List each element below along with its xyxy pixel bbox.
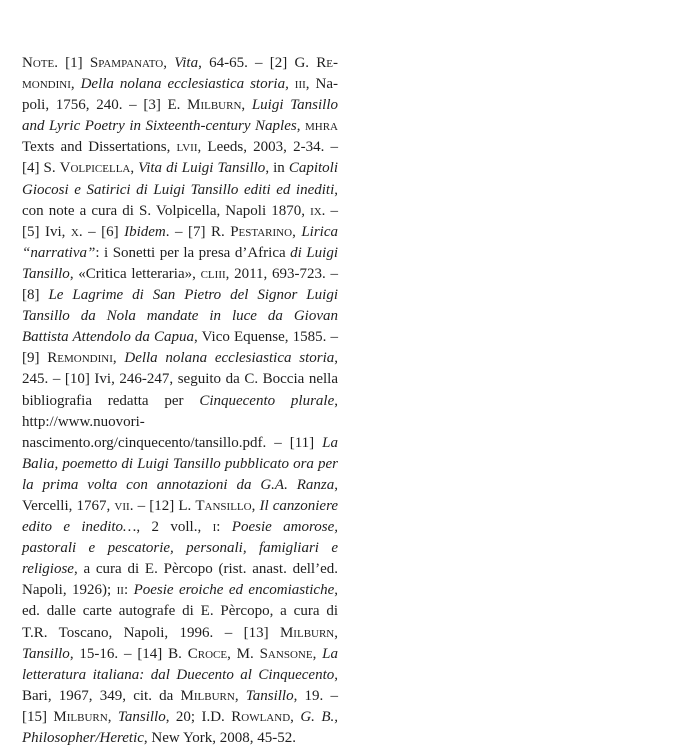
note-text: Texts and Dissertations, [22,139,177,156]
note-text: , [112,350,125,367]
note-text: [1] [57,55,90,71]
note-smallcaps-text: Remondini [47,350,113,367]
note-italic-text: Poesie amorose, pastorali e pescatorie, personali, famigliari e religiose [22,519,339,578]
note-italic-text: La Balia, poemetto di Luigi Tansillo pubblicato ora per la prima volta con annotazioni da G.A. Ranza [22,434,338,493]
note-text: : [123,582,134,599]
note-text: : i Sonetti per la presa d’Africa [95,244,291,261]
note-italic-text: Luigi Tansillo and Lyric Poetry in Sixteenth-century Naples [22,97,338,135]
bibliographic-note [22,53,338,749]
note-text: , 245. – [10] Ivi, 246-247, seguito da C. Boccia nella bibliografia redatta per [22,350,338,409]
note-text: , [241,97,252,114]
note-text: , in [265,160,289,177]
note-smallcaps-text: mhra [305,118,339,135]
note-smallcaps-text: Spampanato [89,55,164,71]
note-italic-text: Della nolana ecclesiastica storia [124,350,335,367]
note-italic-text: Cinquecento plurale [199,392,335,409]
note-smallcaps-text: i [212,519,217,536]
note-text: , 64-65. – [2] G. [198,55,317,71]
note-text: , con note a cura di S. Volpicella, Napoli 1870, [22,181,338,219]
note-italic-text: Poesie eroiche ed encomiastiche [133,582,335,599]
note-italic-text: Capitoli Giocosi e Satirici di Luigi Tansillo editi ed inediti [22,160,338,198]
note-text: , [130,160,139,177]
note-text: . – [12] L. [129,497,196,514]
note-text: , 2011, 693-723. – [8] [22,265,338,304]
note-text: , Vico Equense, 1585. – [9] [22,329,338,367]
note-text: , Napoli, 1756, 240. – [3] E. [22,76,338,114]
note-text: , [163,55,175,71]
note-text: , «Critica letteraria», [69,265,201,282]
note-smallcaps-text: Rowland [231,708,291,725]
note-smallcaps-text: Milburn [187,97,242,114]
note-smallcaps-text: lvii [176,139,198,156]
note-text: , http://www.nuovorinascimento.org/cinquecento/tansillo.pdf. – [11] [22,392,338,451]
note-italic-text: Tansillo [117,708,166,725]
note-text: , Leeds, 2003, 2-34. – [4] S. [22,139,339,177]
note-smallcaps-text: x [70,223,79,240]
note-smallcaps-text: Tansillo [195,497,252,514]
note-italic-text: G. B., Philosopher/Heretic [22,708,339,746]
note-smallcaps-text: Remondini [22,55,338,93]
note-text: , 19. – [15] [22,687,339,725]
note-text: , 2 voll., [136,519,213,536]
note-italic-text: Vita [174,55,199,71]
note-italic-text: Le Lagrime di San Pietro del Signor Luigi Tansillo da Nola mandate in luce da Giovan Battista Attendolo da Capua [22,287,338,346]
note-text: , 15-16. – [14] B. [69,645,188,662]
note-smallcaps-text: Note. [22,55,58,71]
note-italic-text: Ibidem [124,223,166,240]
note-smallcaps-text: ix [310,202,322,219]
note-text: , [251,497,260,514]
note-text: : [216,519,232,536]
note-smallcaps-text: Pestarino [230,223,293,240]
note-text: , a cura di E. Pèrcopo (rist. anast. dell’ed. Napoli, 1926); [22,561,338,599]
note-text: , [234,687,246,704]
note-smallcaps-text: iii [294,76,306,93]
note-text: , ed. dalle carte autografe di E. Pèrcopo, a cura di T.R. Toscano, Napoli, 1996. – [13] [22,582,338,641]
note-text: . – [5] Ivi, [22,202,339,240]
note-smallcaps-text: Milburn [53,708,108,725]
note-smallcaps-text: Croce [187,645,228,662]
note-italic-text: Vita di Luigi Tansillo [138,160,266,177]
note-smallcaps-text: Sansone [259,645,313,662]
note-text: , [70,76,81,93]
note-smallcaps-text: Milburn [279,624,335,641]
note-italic-text: Della nolana ecclesiastica storia [80,76,286,93]
note-text: , [285,76,295,93]
note-smallcaps-text: ii [116,582,124,599]
note-italic-text: di Luigi Tansillo [22,244,338,282]
note-text: . – [6] [78,223,125,240]
note-text: , 20; I.D. [165,708,232,725]
note-italic-text: Il canzoniere edito e inedito… [22,497,339,536]
note-text: , [334,624,338,641]
note-text: , Bari, 1967, 349, cit. da [22,666,338,704]
note-text: , [107,708,118,725]
note-smallcaps-text: Milburn [180,687,235,704]
note-text: , M. [227,645,260,662]
note-text: , [292,223,302,240]
note-text: , [312,645,323,662]
note-italic-text: Tansillo [245,687,294,704]
note-text: . – [7] R. [165,223,231,240]
note-text: , [296,118,305,135]
note-text: , Vercelli, 1767, [22,476,338,514]
note-smallcaps-text: cliii [200,265,226,282]
note-italic-text: La letteratura italiana: dal Duecento al Cinquecento [22,645,338,683]
note-italic-text: Lirica “narrativa” [22,223,339,261]
note-text: , [290,708,301,725]
note-text: , New York, 2008, 45-52. [143,730,297,746]
note-smallcaps-text: vii [114,497,130,514]
note-smallcaps-text: Volpicella [59,160,131,177]
note-italic-text: Tansillo [22,645,70,662]
